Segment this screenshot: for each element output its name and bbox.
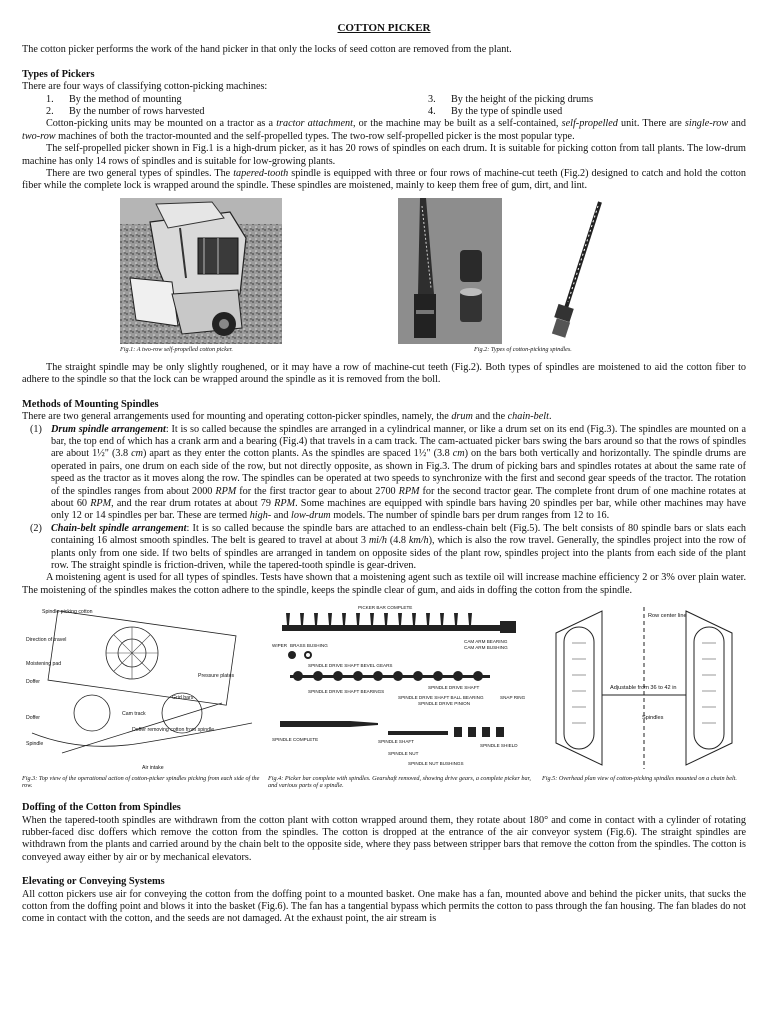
elevating-heading: Elevating or Conveying Systems	[22, 876, 165, 888]
fig4-label: SPINDLE DRIVE SHAFT BALL BEARING	[398, 695, 484, 701]
unit: RPM	[215, 485, 237, 497]
fig4-label: BRASS BUSHING	[290, 643, 328, 649]
fig3-label: Doffer	[26, 715, 41, 722]
moistening-paragraph: A moistening agent is used for all types of spindles. Tests have shown that a moistening agent such as textile oil will increase machine efficiency 2 or 3% over plain water. The moistening of the spindles makes the cotton adhere to the spindle, keeps the spindle clear of gum, and aids in doffing the cotton from the spindle.	[22, 572, 746, 596]
text-run: , or the machine may be built as a self-contained,	[352, 118, 562, 130]
list-text: By the method of mounting	[69, 93, 182, 105]
text-run: Cotton-picking units may be mounted on a tractor as a	[46, 118, 277, 130]
list-item	[22, 106, 404, 118]
text-run: models. The number of spindle bars per drum ranges from 12 to 16.	[330, 510, 610, 522]
fig1-caption: Fig.1: A two-row self-propelled cotton picker.	[120, 345, 233, 353]
spindle-top-view-diagram	[22, 603, 262, 773]
text-run: and the rear drum rotates at about 79	[113, 497, 275, 509]
tapered-spindle-photo-image	[398, 198, 502, 344]
emphasis: chain-belt	[507, 411, 549, 423]
types-heading: Types of Pickers	[22, 68, 95, 80]
mounting-types-paragraph	[22, 118, 746, 143]
fig4-label: WIPER	[272, 643, 288, 649]
list-number: 1.	[46, 93, 54, 105]
fig5-label: Adjustable from 36 to 42 in	[610, 685, 677, 692]
mounting-lead	[22, 411, 746, 423]
fig3-label: Moistening pad	[26, 661, 62, 668]
fig3-label: Cam track	[122, 711, 146, 718]
list-text: By the height of the picking drums	[451, 93, 594, 105]
figure-row-1	[22, 196, 746, 362]
text-run: : It is so called because the spindle bars are attached to an endless-chain belt (Fig.5). The belt consists of 80 spindle bars or slats each containing 16 almost smooth spindles. The belt is geared to travel at about 3	[51, 522, 746, 547]
mounting-heading: Methods of Mounting Spindles	[22, 398, 159, 410]
fig4-label: SPINDLE NUT	[388, 751, 419, 757]
text-run: machines of both the tractor-mounted and the self-propelled types. The two-row self-propelled picker is the most popular type.	[55, 130, 575, 142]
list-text: By the number of rows harvested	[69, 106, 205, 118]
picker-bar-parts-diagram	[268, 603, 536, 773]
emphasis: high-	[249, 510, 272, 522]
chain-belt-plan-view-diagram	[542, 603, 746, 773]
fig4-label: SPINDLE SHAFT	[378, 739, 414, 745]
straight-spindle-drawing	[504, 198, 624, 344]
fig4-label: SPINDLE SHIELD	[480, 743, 518, 749]
fig4-label: SPINDLE DRIVE SHAFT	[428, 685, 480, 691]
list-number: 4.	[428, 106, 436, 118]
chain-belt-arrangement-text	[51, 523, 746, 573]
text-run: ) on the bars both vertically and horizontally. The spindle drums are operated in pairs, one drum on each side of the row, but not directly opposite, as shown in Fig.3. The drum of picking bars and spindles rotates at about the same rate of speed as the tractor as it moves along the row. The spindles can be operated at two speeds to synchronize with the first and second gear speeds of the tractor. The rotation of the spindles ranges from about 2000	[51, 448, 746, 497]
doffing-heading: Doffing of the Cotton from Spindles	[22, 802, 181, 814]
text-run: . Some machines are equipped with spindle bars having 20 spindles per bar, while other machines may have only 12 or 14 spindles per bar. These are termed	[51, 497, 746, 522]
fig5-label: Row center line	[648, 613, 687, 620]
emphasis: two-row	[22, 130, 56, 142]
fig2-photo-right	[504, 198, 624, 344]
text-run: ) apart as they enter the cotton plants. As the spindles are spaced 1½" (3.8	[142, 448, 453, 460]
fig3-caption: Fig.3: Top view of the operational action of cotton-picker spindles picking from each side of the row.	[22, 775, 260, 790]
page-title: COTTON PICKER	[337, 22, 431, 34]
unit: cm	[131, 448, 143, 460]
fig4-label: SPINDLE DRIVE SHAFT BEVEL GEARS	[308, 663, 393, 669]
text-run: (4.8	[386, 535, 409, 547]
fig5-diagram	[542, 603, 746, 773]
list-item	[404, 106, 746, 118]
fig1-photo	[120, 198, 282, 344]
fig4-label: PICKER BAR COMPLETE	[358, 605, 413, 611]
fig3-label: Grid bars	[172, 695, 194, 702]
emphasis: self-propelled	[561, 118, 618, 130]
unit: RPM	[398, 485, 420, 497]
text-run: and the	[472, 411, 508, 423]
list-item	[22, 94, 404, 106]
fig4-caption: Fig.4: Picker bar complete with spindles. Gearshaft removed, showing drive gears, a complete picker bar, and various parts of a spindle.	[268, 775, 531, 790]
fig3-label: Pressure plates	[198, 673, 235, 680]
fig3-diagram	[22, 603, 262, 773]
drum-arrangement-text	[51, 424, 746, 523]
emphasis: low-drum	[291, 510, 331, 522]
fig4-label: CAM ARM BUSHING	[464, 645, 508, 651]
fig4-label: SPINDLE COMPLETE	[272, 737, 319, 743]
text-run: spindle is equipped with three or four rows of machine-cut teeth (Fig.2) designed to catch and hold the cotton fiber while the complete lock is wrapped around the spindle. These spindles are moistened, mainly to keep them free of gum, dirt, and lint.	[22, 168, 746, 192]
unit: RPM	[274, 497, 296, 509]
unit: cm	[452, 448, 465, 460]
spindle-types-paragraph	[22, 168, 746, 193]
fig3-label: Spindle	[26, 741, 44, 748]
chain-belt-arrangement-item	[22, 523, 746, 573]
text-run: for the first tractor gear to about 2700	[236, 485, 399, 497]
text-run: and	[728, 118, 746, 130]
text-run: : It is so called because the spindles are arranged in a cylindrical manner, or like a drum set on its end (Fig.3). The spindles are mounted on a bar, the top end of which has a crank arm and a bearing (Fig.4) that travels in a cam track. The cam-actuated picker bars swing the bars around so that the rows of spindles are about 1½" (3.8	[51, 423, 746, 460]
list-number: 2.	[46, 106, 54, 118]
fig5-label: Spindles	[642, 715, 664, 722]
text-run: There are two general arrangements used for mounting and operating cotton-picker spindles, namely, the	[22, 411, 452, 423]
text-run: There are two general types of spindles. The	[46, 168, 234, 180]
item-number: (2)	[30, 522, 42, 534]
text-run: and	[271, 510, 292, 522]
unit: mi/h	[368, 535, 387, 547]
fig4-label: SPINDLE NUT BUSHINGS	[408, 761, 464, 767]
item-number: (1)	[30, 423, 42, 435]
list-number: 3.	[428, 93, 436, 105]
term: Chain-belt spindle arrangement	[51, 522, 187, 534]
doffing-paragraph: When the tapered-tooth spindles are withdrawn from the cotton plant with cotton wrapped around them, they rotate about 180° and come in contact with a cylinder of rotating rubber-faced disc doffers which remove the cotton from the spindles. The cotton is dropped at the entrance of the air conveyor system (Fig.6). The straight spindles are withdrawn from the plants and carried around by the chain belt to the opposite side, where they pass between stripper bars that remove the cotton from the spindles. The cotton is conveyed away either by air or by mechanical elevators.	[22, 814, 746, 863]
fig2-caption: Fig.2: Types of cotton-picking spindles.	[474, 345, 572, 353]
fig4-diagram	[268, 603, 536, 773]
list-text: By the type of spindle used	[451, 106, 563, 118]
straight-spindle-paragraph: The straight spindle may be only slightly roughened, or it may have a row of machine-cut teeth (Fig.2). Both types of spindles are moistened to aid the cotton fiber to adhere to the spindle so that the lock can be wrapped around the spindle as it is removed from the boll.	[22, 361, 746, 386]
figure-row-2	[22, 603, 746, 798]
elevating-paragraph: All cotton pickers use air for conveying the cotton from the doffing point to a mounted basket. One make has a fan, mounted above and behind the picker units, that sucks the cotton from the doffing point and blows it into the basket (Fig.6). The fan has a tangential bypass which permits the cotton to pass through the fan housing. The fan blades do not come in contact with the cotton, and the seeds are not damaged. At the exhaust point, the air stream is	[22, 888, 746, 925]
emphasis: tractor attachment	[276, 118, 353, 130]
text-run: ), which is also the row travel. Generally, the spindles project into the row of plants only from one side. If two belts of spindles are arranged in tandem on opposite sides of the plant row, spindles project into the plants from each side of the plant row. The straight spindle is friction-driven, while the tapered-tooth spindle is gear-driven.	[51, 535, 746, 571]
term: Drum spindle arrangement	[51, 423, 166, 435]
text-run: for the second tractor gear. The complete front drum of one machine rotates at about 60	[51, 485, 746, 509]
fig4-label: CAM ARM BEARING	[464, 639, 508, 645]
types-lead: There are four ways of classifying cotton-picking machines:	[22, 81, 268, 93]
fig3-label: Doffer	[26, 679, 41, 686]
list-item	[404, 94, 746, 106]
document-page	[22, 22, 746, 926]
fig4-label: SPINDLE DRIVE SHAFT BEARINGS	[308, 689, 385, 695]
fig4-label: SNAP RING	[500, 695, 526, 701]
intro-paragraph: The cotton picker performs the work of the hand picker in that only the locks of seed cotton are removed from the plant.	[22, 44, 512, 56]
unit: km/h	[408, 535, 429, 547]
fig2-photo-left	[398, 198, 502, 344]
drum-arrangement-item	[22, 424, 746, 523]
emphasis: drum	[451, 411, 473, 423]
classification-list	[22, 94, 746, 119]
fig3-label: Doffer removing cotton from spindle	[132, 727, 215, 734]
fig5-caption: Fig.5: Overhead plan view of cotton-picking spindles mounted on a chain belt.	[542, 775, 737, 783]
emphasis: single-row	[684, 118, 729, 130]
drum-height-paragraph: The self-propelled picker shown in Fig.1 is a high-drum picker, as it has 20 rows of spindles on each drum. It is suitable for picking cotton from tall plants. The low-drum machine has only 14 rows of spindles and is suitable for low-growing plants.	[22, 143, 746, 167]
fig3-label: Air intake	[142, 765, 164, 772]
fig4-label: SPINDLE DRIVE PINION	[418, 701, 471, 707]
text-run: .	[548, 411, 552, 423]
cotton-picker-photo-image	[120, 198, 282, 344]
fig3-label: Direction of travel	[26, 637, 67, 644]
text-run: unit. There are	[617, 118, 685, 130]
fig3-label: Spindle picking cotton	[42, 609, 93, 616]
emphasis: tapered-tooth	[233, 168, 289, 180]
unit: RPM,	[90, 497, 114, 509]
